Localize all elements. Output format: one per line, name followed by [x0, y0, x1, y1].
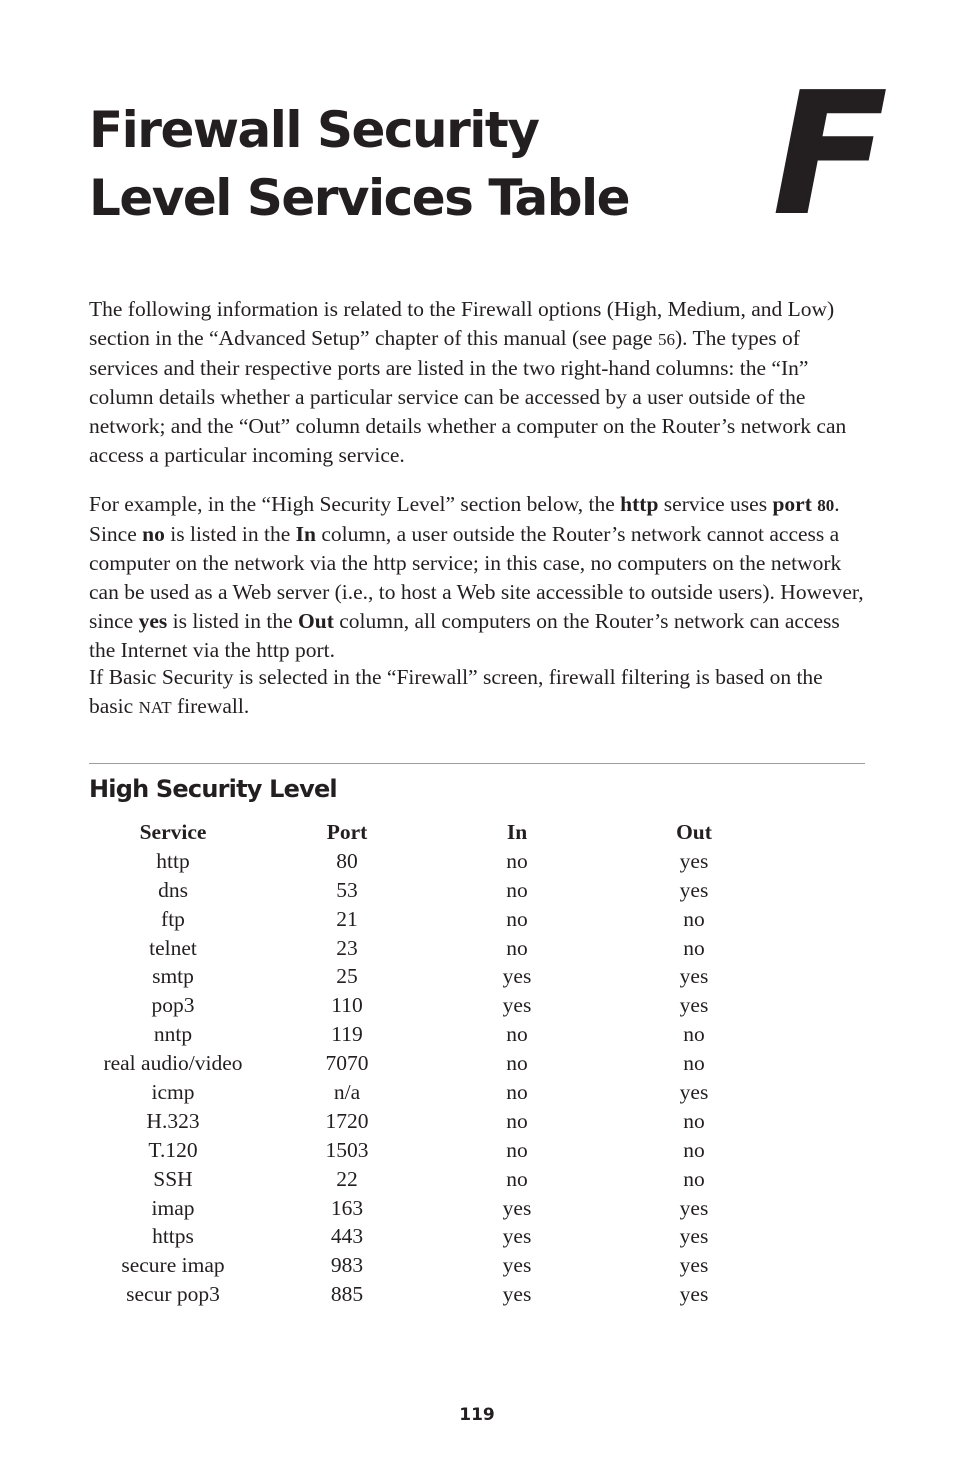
port-cell: 25: [336, 964, 358, 989]
intro-p3-nat: NAT: [138, 698, 172, 717]
in-cell: yes: [502, 964, 532, 989]
out-cell: no: [683, 1051, 705, 1076]
port-cell: 53: [336, 877, 358, 902]
out-cell: yes: [679, 1080, 709, 1105]
table-row: [0, 991, 954, 1020]
in-cell: no: [506, 1137, 528, 1162]
table-row: [0, 1165, 954, 1194]
in-cell: no: [506, 906, 528, 931]
intro-paragraph-3: [89, 663, 865, 722]
port-cell: 119: [331, 1022, 363, 1047]
in-cell: no: [506, 1022, 528, 1047]
service-cell: smtp: [152, 964, 194, 989]
port-cell: 1503: [325, 1137, 369, 1162]
intro-p2-bold-no: no: [142, 522, 165, 546]
in-cell: no: [506, 877, 528, 902]
table-row: [0, 1222, 954, 1251]
table-row: [0, 1020, 954, 1049]
section-divider: [89, 763, 865, 764]
services-table: [0, 818, 954, 1309]
high-security-heading: High Security Level: [89, 775, 337, 803]
port-cell: 22: [336, 1166, 358, 1191]
in-cell: yes: [502, 993, 532, 1018]
intro-p2-text-1: For example, in the “High Security Level” section below, the: [89, 492, 621, 516]
header-service: Service: [139, 820, 207, 844]
service-cell: pop3: [151, 993, 195, 1018]
out-cell: yes: [679, 964, 709, 989]
service-cell: H.323: [146, 1108, 200, 1133]
header-out: Out: [676, 820, 712, 844]
service-cell: icmp: [151, 1080, 195, 1105]
intro-p2-bold-port: port: [772, 492, 812, 516]
port-cell: 80: [336, 848, 358, 873]
service-cell: real audio/video: [103, 1051, 243, 1076]
page-title: [89, 96, 729, 232]
out-cell: yes: [679, 1253, 709, 1278]
page-number: 119: [459, 1405, 495, 1425]
intro-p2-bold-out: Out: [298, 609, 334, 633]
service-cell: ftp: [161, 906, 185, 931]
in-cell: no: [506, 935, 528, 960]
service-cell: secur pop3: [126, 1282, 220, 1307]
in-cell: yes: [502, 1282, 532, 1307]
intro-p2-text-4: . Since: [89, 492, 840, 546]
table-row: [0, 1049, 954, 1078]
intro-p1-text-a: The following information is related to the Firewall options (High, Medium, and Low) section in the “Advanced Setup” chapter of this manual (see page: [89, 297, 835, 350]
service-cell: secure imap: [121, 1253, 225, 1278]
intro-p2-text-5: is listed in the: [164, 522, 296, 546]
service-cell: T.120: [148, 1137, 198, 1162]
intro-p1-page-ref: 56: [657, 330, 675, 349]
page-title-line-1: Firewall Security: [89, 101, 539, 159]
table-row: [0, 876, 954, 905]
service-cell: dns: [158, 877, 188, 902]
page-title-line-2: Level Services Table: [89, 169, 630, 227]
port-cell: 21: [336, 906, 358, 931]
in-cell: no: [506, 1166, 528, 1191]
port-cell: 983: [330, 1253, 364, 1278]
intro-p2-text-8: column, all computers on the Router’s network can access the Internet via the http port.: [89, 609, 840, 662]
out-cell: no: [683, 1137, 705, 1162]
table-row: [0, 1078, 954, 1107]
table-row: [0, 1251, 954, 1280]
out-cell: no: [683, 906, 705, 931]
intro-p2-text-6: column, a user outside the Router’s network cannot access a computer on the network via the http service; in this case, no computers on the network can be used as a Web server (i.e., to host a Web site accessible to outside users). However, since: [89, 522, 864, 633]
header-in: In: [506, 820, 528, 844]
service-cell: telnet: [149, 935, 197, 960]
in-cell: yes: [502, 1224, 532, 1249]
intro-p2-bold-80: 80: [817, 496, 835, 515]
table-row: [0, 1280, 954, 1309]
table-row: [0, 1194, 954, 1223]
service-cell: imap: [151, 1195, 195, 1220]
intro-p2-text-7: is listed in the: [167, 609, 299, 633]
in-cell: no: [506, 1051, 528, 1076]
out-cell: no: [683, 935, 705, 960]
in-cell: no: [506, 1080, 528, 1105]
in-cell: yes: [502, 1195, 532, 1220]
intro-p3-text-1: If Basic Security is selected in the “Firewall” screen, firewall filtering is based on the basic: [89, 665, 823, 718]
port-cell: 1720: [325, 1108, 369, 1133]
out-cell: yes: [679, 1282, 709, 1307]
out-cell: no: [683, 1108, 705, 1133]
table-row: [0, 905, 954, 934]
appendix-letter: F: [772, 56, 889, 254]
port-cell: 885: [330, 1282, 364, 1307]
out-cell: yes: [679, 848, 709, 873]
intro-p2-bold-in: In: [295, 522, 316, 546]
table-row: [0, 847, 954, 876]
intro-p2-bold-yes: yes: [138, 609, 168, 633]
out-cell: yes: [679, 1195, 709, 1220]
in-cell: yes: [502, 1253, 532, 1278]
table-header-row: [0, 818, 954, 847]
port-cell: 163: [330, 1195, 364, 1220]
header-port: Port: [326, 820, 368, 844]
table-row: [0, 962, 954, 991]
in-cell: no: [506, 848, 528, 873]
port-cell: 7070: [325, 1051, 369, 1076]
out-cell: yes: [679, 877, 709, 902]
table-row: [0, 934, 954, 963]
table-row: [0, 1136, 954, 1165]
port-cell: 23: [336, 935, 358, 960]
intro-p3-text-2: firewall.: [171, 694, 250, 718]
port-cell: 110: [331, 993, 363, 1018]
intro-paragraph-1: [89, 295, 865, 470]
out-cell: yes: [679, 993, 709, 1018]
out-cell: no: [683, 1022, 705, 1047]
out-cell: yes: [679, 1224, 709, 1249]
intro-p2-bold-http: http: [620, 492, 659, 516]
service-cell: nntp: [153, 1022, 193, 1047]
in-cell: no: [506, 1108, 528, 1133]
service-cell: https: [152, 1224, 194, 1249]
intro-p1-text-b: ). The types of services and their respective ports are listed in the two right-hand columns: the “In” column details whether a particular service can be accessed by a user outside of the network; and the “Out” column details whether a computer on the Router’s network can access a particular incoming service.: [89, 326, 847, 467]
intro-p2-text-2: service uses: [658, 492, 773, 516]
table-row: [0, 1107, 954, 1136]
intro-paragraph-2: [89, 490, 865, 665]
out-cell: no: [683, 1166, 705, 1191]
service-cell: http: [156, 848, 190, 873]
port-cell: 443: [330, 1224, 364, 1249]
service-cell: SSH: [153, 1166, 193, 1191]
port-cell: n/a: [333, 1080, 361, 1105]
